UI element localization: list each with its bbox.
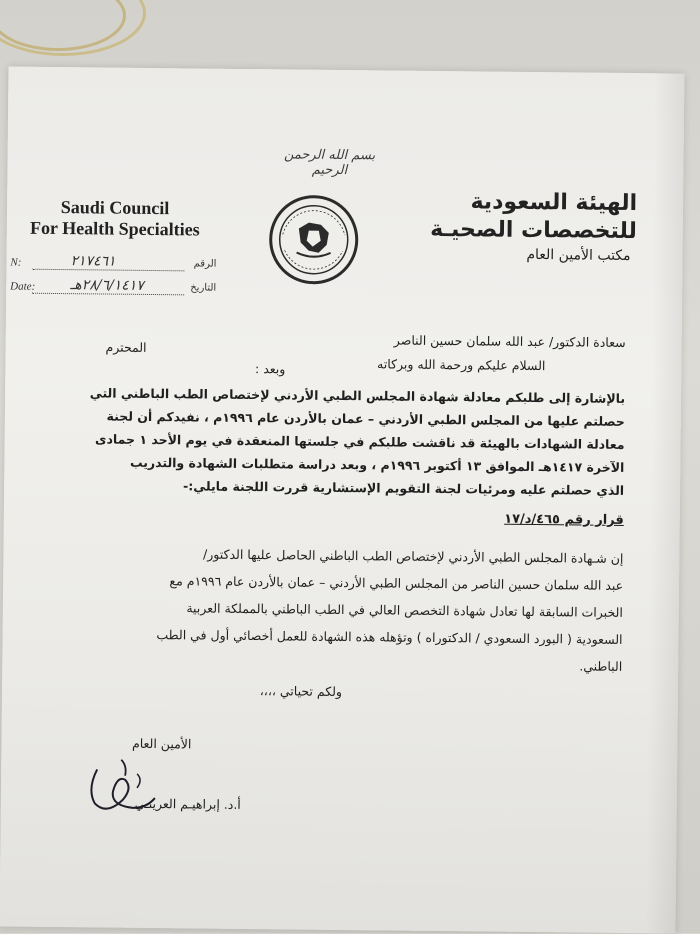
greeting: السلام عليكم ورحمة الله وبركاته bbox=[377, 356, 546, 374]
council-emblem-icon bbox=[268, 194, 359, 285]
reference-block bbox=[10, 253, 220, 303]
basmala: بسم الله الرحمن الرحيم bbox=[283, 147, 376, 179]
paragraph-request: بالإشارة إلى طلبكم معادلة شهادة المجلس الطبي الأردني لإختصاص الطب الباطني التي حصلتم عليها من المجلس الطبي الأردني – عمان بالأردن عام ١٩٩٦م ، نفيدكم أن لجنة معادلة الشهادات بالهيئة قد ناقشت طلبكم في جلستها المنعقدة في يوم الأحد ١ جمادى الآخرة ١٤١٧هـ الموافق ١٣ أكتوبر ١٩٩٦م ، وبعد دراسة متطلبات الشهادة والتدريب الذي حصلتم عليه ومرئيات لجنة التقويم الإستشارية قررت اللجنة مايلي:- bbox=[89, 385, 626, 498]
letter-page bbox=[0, 66, 684, 933]
org-name-english: Saudi Council For Health Specialties bbox=[29, 197, 200, 240]
wabad: وبعد : bbox=[254, 361, 286, 377]
paragraph-decision: إن شـهادة المجلس الطبي الأردني لإختصاص الطب الباطني الحاصل عليها الدكتور/ عبد الله سلمان حسين الناصر من المجلس الطبي الأردني – عمان بالأردن عام ١٩٩٦م مع الخبرات السابقة لها تعادل شهادة التخصص العالي في الطب الباطني بالمملكة العربية السعودية ( البورد السعودي / الدكتوراه ) وتؤهله هذه الشهادة للعمل أخصائي أول في الطب الباطني. bbox=[156, 546, 624, 674]
signer-name: أ.د. إبراهيـم العرينـي bbox=[134, 795, 241, 812]
reference-number: ٢١٧٤٦١ bbox=[70, 253, 116, 270]
honorific: المحترم bbox=[105, 339, 147, 355]
closing: ولكم تحياتي ،،،، bbox=[259, 683, 343, 700]
org-name-arabic: الهيئة السعودية للتخصصات الصحيـة مكتب الأمين العام bbox=[430, 189, 638, 265]
reference-number-row: N: ٢١٧٤٦١ الرقم bbox=[10, 253, 217, 270]
addressee: سعادة الدكتور/ عبد الله سلمان حسين الناصر bbox=[393, 332, 626, 350]
reference-date-row: Date: ٢٨/٦/١٤١٧هـ التاريخ bbox=[10, 277, 217, 294]
reference-date: ٢٨/٦/١٤١٧هـ bbox=[70, 277, 144, 294]
decision-heading: قرار رقم ٤٦٥/د/١٧ bbox=[504, 511, 624, 528]
signer-title: الأمين العام bbox=[131, 735, 192, 752]
